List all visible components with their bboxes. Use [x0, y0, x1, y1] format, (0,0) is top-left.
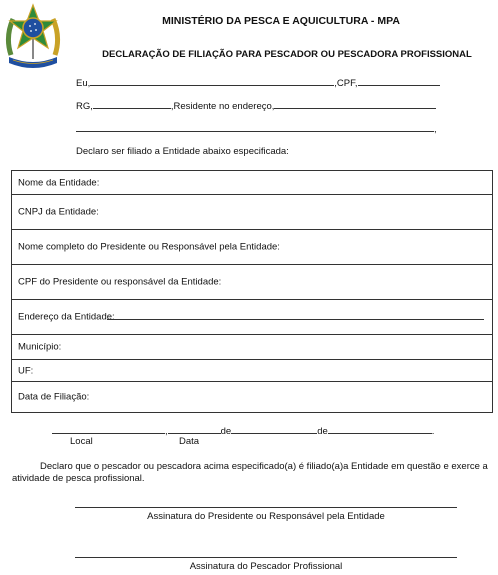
de-label-1: de — [220, 426, 232, 437]
data-caption: Data — [179, 436, 200, 447]
table-row-municipio[interactable] — [12, 335, 492, 360]
declaration-line-1: Declaro que o pescador ou pescadora acima especificado(a) é filiado(a)a Entidade em questão e exerce a — [40, 461, 488, 472]
table-row-presidente-cpf[interactable] — [12, 265, 492, 300]
fisher-signature-line[interactable] — [75, 557, 457, 558]
eu-label: Eu, — [76, 78, 91, 89]
rg-field[interactable] — [93, 99, 171, 109]
president-signature-caption: Assinatura do Presidente ou Responsável pela Entidade — [147, 511, 385, 522]
rg-row — [76, 99, 436, 113]
eu-row — [76, 76, 440, 90]
president-signature-line[interactable] — [75, 507, 457, 508]
year-field[interactable] — [328, 424, 432, 434]
declaro-filiado-text: Declaro ser filiado a Entidade abaixo especificada: — [76, 146, 289, 157]
date-comma: , — [165, 426, 168, 437]
table-row-label: CPF do Presidente ou responsável da Entidade: — [18, 276, 222, 288]
local-field[interactable] — [52, 424, 165, 434]
brazil-coat-of-arms-icon — [3, 3, 63, 71]
address-continuation-field[interactable] — [76, 122, 434, 132]
document-title: DECLARAÇÃO DE FILIAÇÃO PARA PESCADOR OU PESCADORA PROFISSIONAL — [102, 49, 472, 60]
table-row-nome-entidade[interactable] — [12, 171, 492, 195]
address-field[interactable] — [274, 99, 436, 109]
table-row-label: Endereço da Entidade: — [18, 311, 115, 323]
table-row-cnpj[interactable] — [12, 195, 492, 230]
date-line-row — [52, 424, 434, 438]
declaration-line-2: atividade de pesca profissional. — [12, 473, 145, 484]
rg-label: RG, — [76, 101, 93, 112]
residente-label: ,Residente no endereço, — [170, 101, 275, 112]
table-row-label: UF: — [18, 365, 34, 376]
table-row-data-filiacao[interactable] — [12, 382, 492, 412]
de-label-2: de — [317, 426, 328, 437]
fisher-signature-caption: Assinatura do Pescador Profissional — [189, 561, 343, 572]
cpf-field[interactable] — [358, 76, 440, 86]
local-caption: Local — [70, 436, 93, 447]
table-row-endereco[interactable] — [12, 300, 492, 335]
day-field[interactable] — [168, 424, 221, 434]
table-row-label: Nome completo do Presidente ou Responsável pela Entidade: — [18, 241, 280, 253]
ministry-title: MINISTÉRIO DA PESCA E AQUICULTURA - MPA — [162, 15, 400, 27]
date-period: . — [431, 426, 435, 437]
entity-table — [11, 170, 493, 413]
address-continuation-row — [76, 122, 437, 136]
table-row-label: Nome da Entidade: — [18, 177, 100, 188]
endereco-underline — [107, 319, 484, 320]
month-field[interactable] — [231, 424, 317, 434]
address-end-comma: , — [434, 124, 437, 135]
table-row-uf[interactable] — [12, 360, 492, 382]
table-row-label: Data de Filiação: — [18, 391, 90, 403]
table-row-label: CNPJ da Entidade: — [18, 206, 99, 218]
name-field[interactable] — [90, 76, 334, 86]
table-row-presidente-nome[interactable] — [12, 230, 492, 265]
table-row-label: Município: — [18, 341, 62, 353]
cpf-label: ,CPF, — [334, 78, 358, 89]
